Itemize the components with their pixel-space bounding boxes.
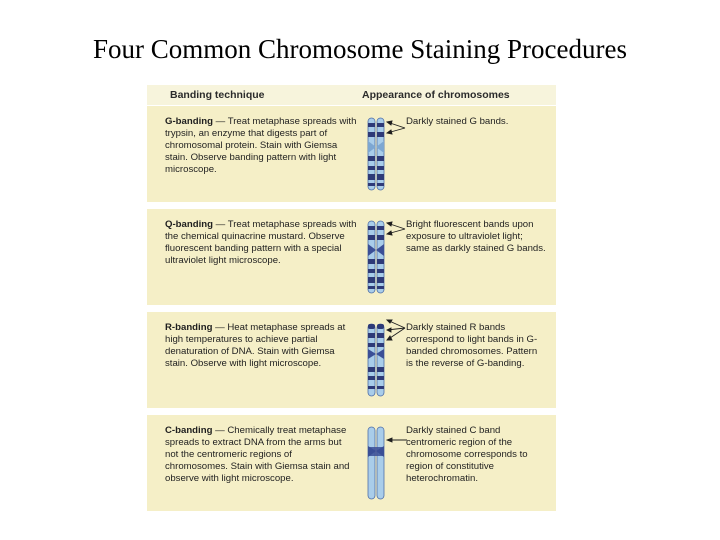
technique-text: Treat metaphase spreads with trypsin, an enzyme that digests part of chromosomal protein. Stain with Giemsa stain. Observe banding pattern with light microscope. [165, 116, 357, 175]
panel-c-banding [147, 415, 556, 511]
technique-description [165, 116, 357, 176]
panel-r-banding [147, 312, 556, 408]
table-header [147, 85, 556, 105]
technique-description [165, 219, 357, 267]
technique-description [165, 322, 357, 370]
technique-name: R-banding [165, 322, 213, 333]
panel-q-banding [147, 209, 556, 305]
appearance-description: Darkly stained C band centromeric region of the chromosome corresponds to region of constitutive heterochromatin. [406, 425, 528, 484]
appearance-description: Darkly stained R bands correspond to light bands in G-banded chromosomes. Pattern is the reverse of G-banding. [406, 322, 538, 369]
slide-title: Four Common Chromosome Staining Procedures [93, 34, 627, 64]
technique-dash: — [212, 219, 228, 230]
staining-figure [147, 85, 556, 517]
appearance-description: Darkly stained G bands. [406, 116, 509, 127]
technique-description [165, 425, 357, 485]
panel-g-banding [147, 106, 556, 202]
technique-text: Treat metaphase spreads with the chemical quinacrine mustard. Observe fluorescent banding pattern with a special ultraviolet light microscope. [165, 219, 357, 266]
technique-dash: — [212, 425, 228, 436]
technique-text: Chemically treat metaphase spreads to extract DNA from the arms but not the centromeric regions of chromosomes. Stain with Giemsa stain and observe with light microscope. [165, 425, 350, 484]
column-header-technique: Banding technique [170, 89, 265, 101]
technique-dash: — [212, 116, 228, 127]
column-header-appearance: Appearance of chromosomes [362, 89, 510, 101]
technique-dash: — [212, 322, 228, 333]
technique-name: Q-banding [165, 219, 213, 230]
appearance-description: Bright fluorescent bands upon exposure to ultraviolet light; same as darkly stained G bands. [406, 219, 546, 254]
technique-name: C-banding [165, 425, 213, 436]
technique-name: G-banding [165, 116, 213, 127]
technique-text: Heat metaphase spreads at high temperatures to achieve partial denaturation of DNA. Stain with Giemsa stain. Observe with light microscope. [165, 322, 346, 369]
